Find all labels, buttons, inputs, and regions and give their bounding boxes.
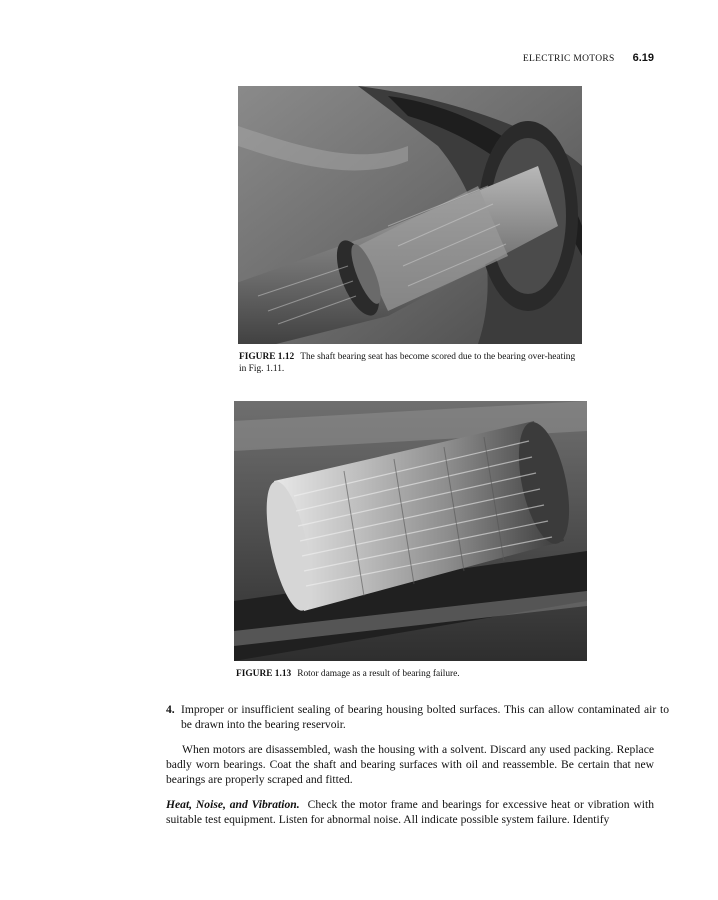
list-item-4 (166, 702, 669, 732)
figure-1-13-caption-text: Rotor damage as a result of bearing failure. (297, 669, 460, 679)
figure-1-13-label: FIGURE 1.13 (236, 669, 292, 679)
paragraph-heading: Heat, Noise, and Vibration. (166, 798, 300, 811)
running-head (523, 52, 654, 64)
paragraph-heat-noise-vibration (166, 797, 654, 827)
list-item-text: Improper or insufficient sealing of bearing housing bolted surfaces. This can allow contaminated air to be drawn into the bearing reservoir. (181, 703, 669, 731)
page-number: 6.19 (632, 52, 654, 64)
figure-1-13-photo (234, 401, 587, 661)
section-title: ELECTRIC MOTORS (522, 54, 615, 64)
list-item-number: 4. (166, 703, 175, 716)
figure-1-12-label: FIGURE 1.12 (239, 352, 295, 362)
paragraph-text: Check the motor frame and bearings for excessive heat or vibration with suitable test equipment. Listen for abnormal noise. All indicate possible system failure. Identify (166, 798, 654, 826)
figure-1-13-caption (236, 668, 581, 680)
figure-1-12-caption-text: The shaft bearing seat has become scored due to the bearing over-heating in Fig. 1.11. (239, 352, 576, 374)
figure-1-12-caption (239, 351, 584, 375)
figure-1-12-photo (238, 86, 582, 344)
paragraph-disassembly: When motors are disassembled, wash the housing with a solvent. Discard any used packing. Replace badly worn bearings. Coat the shaft and bearing surfaces with oil and reassemble. Be certain that new bearings are properly scraped and fitted. (166, 743, 654, 786)
